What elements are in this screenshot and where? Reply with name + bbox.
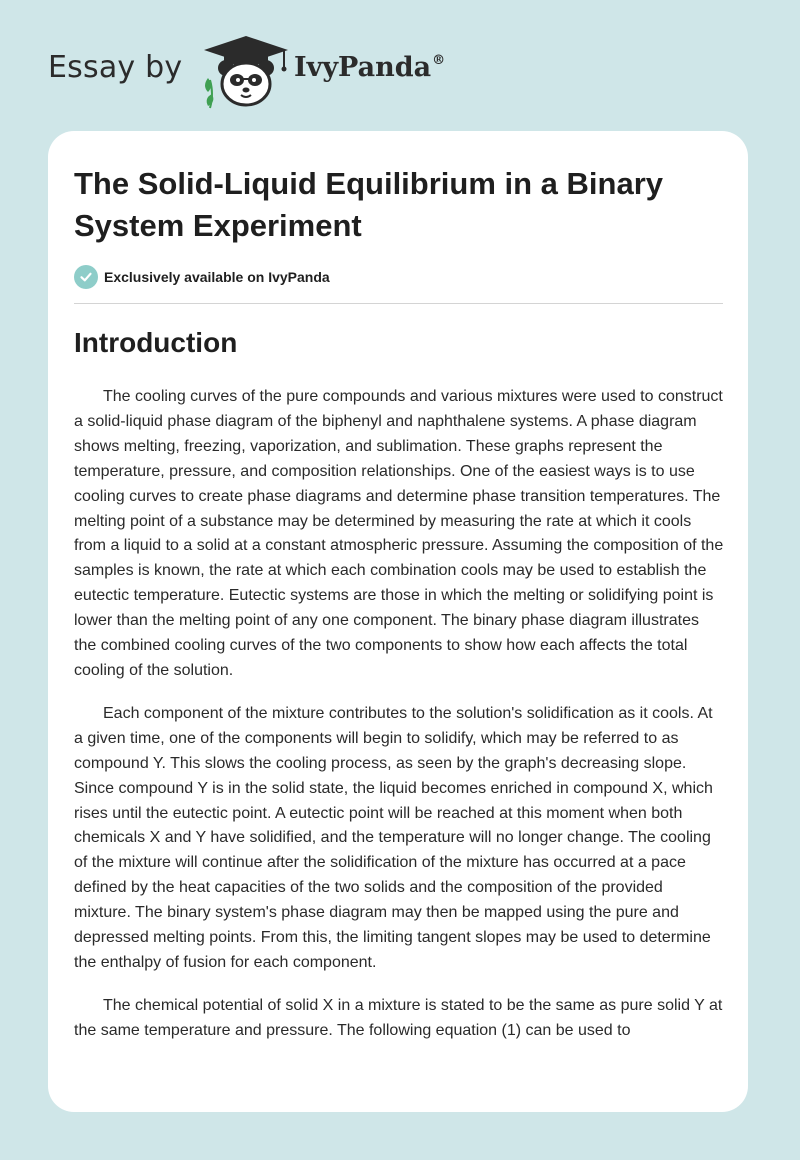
paragraph: Each component of the mixture contributes to the solution's solidification as it cools. At a given time, one of the components will begin to solidify, which may be referred to as compound Y. This slows the cooling process, as seen by the graph's decreasing slope. Since compound Y is in the solid state, the liquid becomes enriched in compound X, which rises until the eutectic point. A eutectic point will be reached at this moment when both chemicals X and Y have solidified, and the temperature will no longer change. The cooling of the mixture will continue after the solidification of the mixture has occurred at a pace defined by the heat capacities of the two solids and the composition of the provided mixture. The binary system's phase diagram may then be mapped using the pure and depressed melting points. From this, the limiting tangent slopes may be used to determine the enthalpy of fusion for each component. <box>74 704 713 971</box>
exclusive-badge <box>74 264 330 290</box>
article-body <box>74 385 724 1062</box>
section-heading-introduction: Introduction <box>74 327 238 358</box>
check-icon <box>74 265 98 289</box>
paragraph: The cooling curves of the pure compounds and various mixtures were used to construct a solid-liquid phase diagram of the biphenyl and naphthalene systems. A phase diagram shows melting, freezing, vaporization, and sublimation. These graphs represent the temperature, pressure, and composition relationships. One of the easiest ways is to use cooling curves to create phase diagrams and determine phase transition temperatures. The melting point of a substance may be determined by measuring the rate at which it cools from a liquid to a solid at a constant atmospheric pressure. Assuming the composition of the samples is known, the rate at which each combination cools may be used to establish the eutectic temperature. Eutectic systems are those in which the melting or solidifying point is lower than the melting point of any one component. The binary phase diagram illustrates the combined cooling curves of the two components to show how each affects the total cooling of the solution. <box>74 388 724 679</box>
site-header <box>48 34 548 114</box>
registered-mark: ® <box>432 53 446 68</box>
exclusive-badge-text: Exclusively available on IvyPanda <box>104 269 330 285</box>
article-card <box>48 131 748 1112</box>
ivypanda-brand-name[interactable]: IvyPanda® <box>294 52 446 83</box>
title-divider <box>74 303 723 304</box>
article-title: The Solid-Liquid Equilibrium in a Binary System Experiment <box>74 166 664 243</box>
ivypanda-logo-icon[interactable] <box>200 34 292 110</box>
essay-by-label: Essay by <box>48 50 183 85</box>
paragraph: The chemical potential of solid X in a mixture is stated to be the same as pure solid Y at the same temperature and pressure. The following equation (1) can be used to <box>74 996 723 1039</box>
